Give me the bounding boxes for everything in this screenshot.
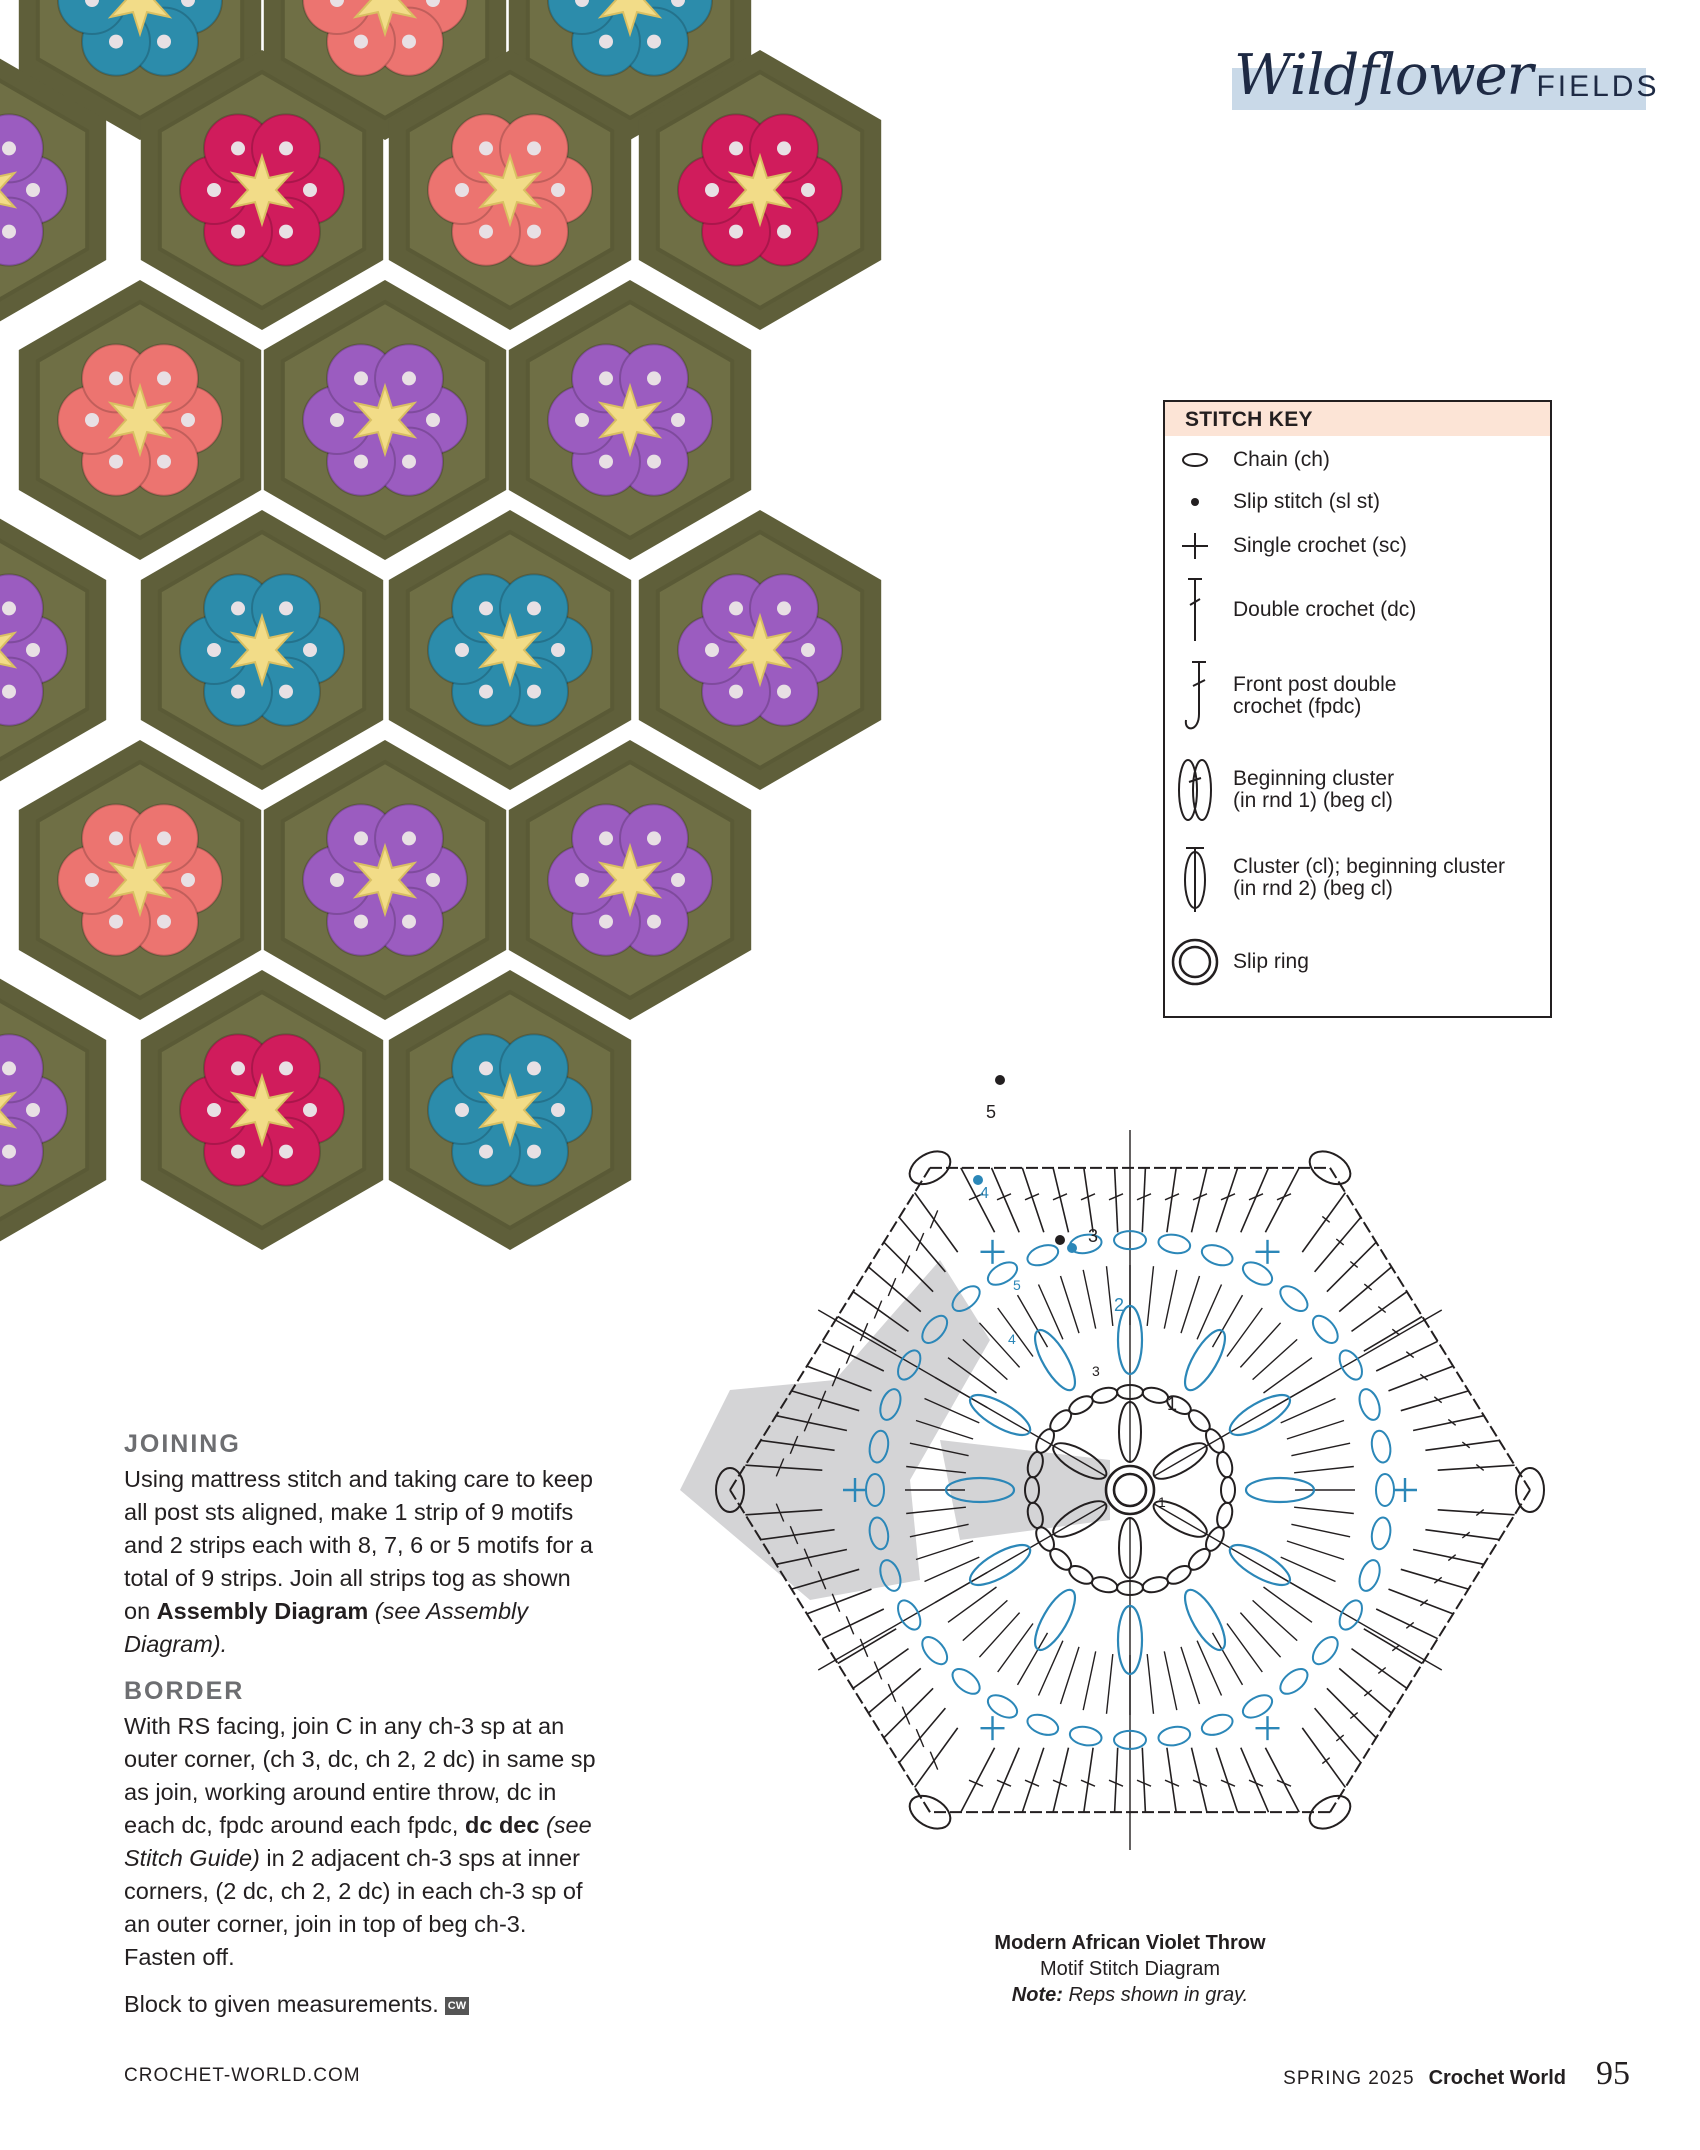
front-post-dc-icon [1180,656,1210,736]
pattern-instructions [124,1428,600,2035]
key-row-double-crochet [1165,574,1550,646]
caption-note-label: Note: [1011,1984,1063,2006]
final-paragraph [124,1988,600,2021]
section-header-tag [1222,42,1660,114]
joining-italic-ref: (see Assembly Diagram). [124,1598,529,1657]
round-label-3: 3 [1088,1226,1099,1246]
key-label-slip-stitch: Slip stitch (sl st) [1233,490,1381,513]
motif-stitch-diagram [640,1060,1620,1920]
key-row-slip-stitch [1165,484,1550,520]
key-label-cluster [1233,856,1505,900]
key-label-beg-cl-line-1: Beginning cluster [1233,767,1395,790]
key-row-slip-ring [1165,932,1550,992]
section-caps-title: FIELDS [1536,70,1660,103]
key-row-single-crochet [1165,526,1550,566]
joining-heading: JOINING [124,1430,241,1458]
diagram-caption [920,1930,1340,2008]
round-label-4: 4 [980,1185,989,1202]
beginning-cluster-icon [1175,752,1215,828]
key-label-slip-ring: Slip ring [1233,950,1309,973]
slip-stitch-icon [1185,492,1205,512]
key-row-cluster [1165,840,1550,916]
round-label-5b: 5 [1013,1277,1021,1293]
round-label-1: 1 [1167,1394,1178,1414]
key-label-chain: Chain (ch) [1233,448,1330,471]
joining-bold-ref: Assembly Diagram [156,1598,369,1624]
joining-paragraph [124,1463,600,1661]
key-label-beginning-cluster [1233,768,1394,812]
border-text-1: With RS facing, join C in any ch-3 sp at an outer corner, (ch 3, dc, ch 2, 2 dc) in same sp as join, working around entire throw, dc in each dc, fpdc around each fpdc, [124,1713,596,1838]
round-label-3b: 3 [1092,1363,1100,1379]
key-label-cl-line-1: Cluster (cl); beginning cluster [1233,855,1505,878]
final-text: Block to given measurements. [124,1991,439,2017]
footer-magazine: Crochet World [1428,2067,1566,2089]
round-label-1b: 1 [1158,1494,1166,1510]
footer-folio [1283,2055,1630,2093]
border-paragraph [124,1710,600,1974]
slip-ring-icon [1168,935,1222,989]
border-italic-ref: (see Stitch Guide) [124,1812,592,1871]
cluster-icon [1178,840,1212,916]
key-label-front-post-dc [1233,674,1396,718]
footer-season: SPRING 2025 [1283,2068,1415,2089]
round-label-2: 2 [1114,1295,1125,1315]
border-bold-ref: dc dec [464,1812,540,1838]
border-text-2: in 2 adjacent ch-3 sps at inner corners, (2 dc, ch 2, 2 dc) in each ch-3 sp of an outer corner, join in top of beg ch-3. Fasten off. [124,1845,583,1970]
joining-text: Using mattress stitch and taking care to keep all post sts aligned, make 1 strip of 9 motifs and 2 strips each with 8, 7, 6 or 5 motifs for a total of 9 strips. Join all strips tog as shown on [124,1466,593,1624]
key-row-chain [1165,442,1550,478]
round-label-5: 5 [986,1102,997,1122]
page-number: 95 [1596,2055,1630,2092]
key-label-single-crochet: Single crochet (sc) [1233,534,1407,557]
key-label-cl-line-2: (in rnd 2) (beg cl) [1233,877,1393,900]
key-label-beg-cl-line-2: (in rnd 1) (beg cl) [1233,789,1393,812]
footer-website: CROCHET-WORLD.COM [124,2065,361,2086]
chain-icon [1180,450,1210,470]
key-row-front-post-dc [1165,656,1550,736]
stitch-key-box [1163,400,1552,1018]
section-script-title: Wildflower [1234,42,1533,108]
double-crochet-icon [1183,575,1207,645]
key-label-double-crochet: Double crochet (dc) [1233,598,1417,621]
border-heading: BORDER [124,1677,245,1705]
stitch-key-title: STITCH KEY [1165,402,1550,436]
round-label-4b: 4 [1008,1331,1016,1347]
caption-note [920,1982,1340,2008]
key-label-fpdc-line-2: crochet (fpdc) [1233,695,1362,718]
caption-note-text: Reps shown in gray. [1062,1984,1249,2006]
single-crochet-icon [1179,530,1211,562]
caption-subtitle: Motif Stitch Diagram [1039,1958,1221,1980]
caption-title: Modern African Violet Throw [994,1932,1266,1954]
cw-end-badge: CW [445,1997,469,2015]
key-label-fpdc-line-1: Front post double [1233,673,1397,696]
key-row-beginning-cluster [1165,752,1550,828]
